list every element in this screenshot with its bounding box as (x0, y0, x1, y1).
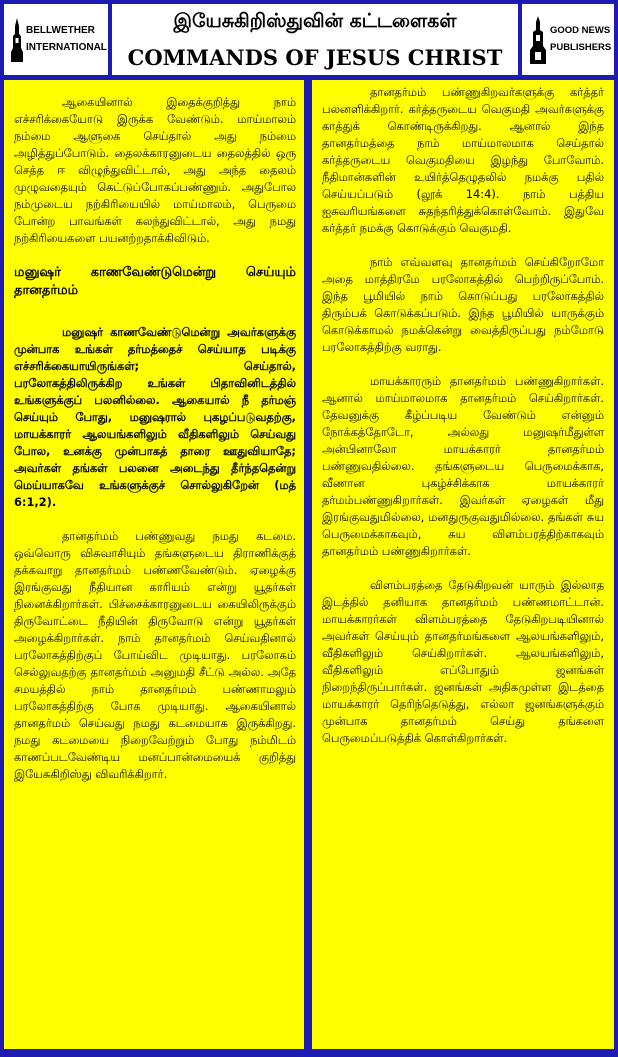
logo-right-line1: GOOD NEWS (550, 25, 611, 36)
left-column (4, 80, 304, 1049)
title-english: COMMANDS OF JESUS CHRIST (127, 45, 503, 70)
right-paragraph-1: தானதர்மம் பண்ணுகிறவர்களுக்கு கர்த்தர் பலனளிக்கிறார். கர்த்தருடைய வெகுமதி அவர்களுக்கு காத்துக் கொண்டிருக்கிறது. ஆனால் இந்த தானதர்மத்தை நாம் மாய்மாலமாக செய்தால் கர்த்தருடைய வெகுமதியை இழந்து போவோம். நீதிமான்களின் உயிர்த்தெழுதலில் நமக்கு பதில் செய்யப்படும் (லூக் 14:4). நாம் பத்திய ஐசுவரியங்களை சுதந்தரித்துக்கொள்வோம். இதுவே கர்த்தர் நமக்கு கொடுக்கும் வெகுமதி. (322, 85, 604, 235)
left-paragraph-1: ஆகையினால் இதைக்குறித்து நாம் எச்சரிக்கையோடு இருக்க வேண்டும். மாய்மாலம் நம்மை ஆளுகை செய்தால் அது நம்மை அழித்துப்போடும். தைலக்காரனுடைய தைலத்தில் ஒரு செத்த ஈ விழுந்துவிட்டால், அது அந்த தைலம் முழுவதையும் கெட்டுப்போகப்பண்ணும். அதுபோல நம்முடைய நற்கிரியையில் மாய்மாலம், பெருமை போன்ற பாவங்கள் கலந்துவிட்டால், அது நமது நற்கிரியைகளை பயனற்றதாக்கிவிடும். (14, 95, 296, 245)
logo-left-line1: BELLWETHER (26, 25, 95, 36)
left-paragraph-2: தானதர்மம் பண்ணுவது நமது கடமை. ஒவ்வொரு விசுவாசியும் தங்களுடைய திராணிக்குத் தக்கவாறு தானதர்மம் பண்ணவேண்டும். ஏழைக்கு இரங்குவது நீதியான காரியம் என்று யூதர்கள் நினைக்கிறார்கள். பிச்சைக்காரனுடைய கையிலிருக்கும் திருவோட்டை நீதியின் திருவோடு என்று யூதர்கள் அழைக்கிறார்கள். நாம் தானதர்மம் செய்வதினால் பரலோகத்திற்குப் போய்விட முடியாது. பரலோகம் செல்லுவதற்கு தானதர்மம் அனுமதி சீட்டு அல்ல. அதே சமயத்தில் நாம் தானதர்மம் பண்ணாமலும் பரலோகத்திற்கு போக முடியாது. ஆகையினால் தானதர்மம் செய்வது நமது கடமையாக இருக்கிறது. நமது கடமையை நிறைவேற்றும் போது நம்மிடம் காணப்படவேண்டிய மனப்பான்மையைக் குறித்து இயேசுகிறிஸ்து விவரிக்கிறார். (14, 529, 296, 781)
bellwether-logo (4, 4, 108, 75)
right-paragraph-3: மாயக்காரரும் தானதர்மம் பண்ணுகிறார்கள். ஆனால் மாய்மாலமாக தானதர்மம் செய்கிறார்கள். தேவனுக்கு கீழ்ப்படிய வேண்டும் என்னும் நோக்கத்தோடோ, அல்லது மனுஷர்மீதுள்ள அன்பினாலோ மாயக்காரர் தானதர்மம் பண்ணுவதில்லை. தங்களுடைய பெருமைக்காக, வீணான புகழ்ச்சிக்காக மாயக்காரர் தர்மம்பண்ணுகிறார்கள். இவர்கள் ஏழைகள் மீது இரங்குவதுமில்லை, மனதுருகுவதுமில்லை. தங்கள் சுய பெருமைக்காகவும், சுய விளம்பரத்திற்காகவும் தானதர்மம் பண்ணுகிறார்கள். (322, 374, 604, 558)
title-tamil: இயேசுகிறிஸ்துவின் கட்டளைகள் (173, 10, 457, 32)
tower-icon (528, 16, 548, 64)
tower-icon (10, 18, 24, 62)
section-heading: மனுஷர் காணவேண்டுமென்று செய்யும் தானதர்மம் (14, 265, 296, 298)
right-paragraph-2: நாம் எவ்வளவு தானதர்மம் செய்கிறோமோ அதை மாத்திரமே பரலோகத்தில் பெற்றிருப்போம். இந்த பூமியில் நாம் கொடுப்பது பரலோகத்தில் திரும்பக் கொடுக்கப்படும். இந்த பூமியில் யாருக்கும் கொடுக்காமல் நமக்கென்று வைத்திருப்பது நம்மோடு பரலோகத்திற்கு வராது. (322, 255, 604, 354)
title-box (112, 4, 518, 75)
logo-left-line2: INTERNATIONAL (26, 42, 107, 53)
logo-right-line2: PUBLISHERS (550, 42, 612, 53)
good-news-logo (522, 4, 614, 75)
right-column (312, 80, 614, 1049)
scripture-quote: மனுஷர் காணவேண்டுமென்று அவர்களுக்கு முன்பாக உங்கள் தர்மத்தைச் செய்யாத படிக்கு எச்சரிக்கையாயிருங்கள்; செய்தால், பரலோகத்திலிருக்கிற உங்கள் பிதாவினிடத்தில் உங்களுக்குப் பலனில்லை. ஆகையால் நீ தர்மஞ் செய்யும் போது, மனுஷரால் புகழப்படுவதற்கு, மாயக்காரர் ஆலயங்களிலும் வீதிகளிலும் செய்வது போல, உனக்கு முன்பாகத் தாரை ஊதுவியாதே; அவர்கள் தங்கள் பலனை அடைந்து தீர்ந்ததென்று மெய்யாகவே உங்களுக்குச் சொல்லுகிறேன் (மத் 6:1,2). (14, 325, 296, 509)
right-paragraph-4: விளம்பரத்தை தேடுகிறவன் யாரும் இல்லாத இடத்தில் தனியாக தானதர்மம் பண்ணமாட்டான். மாயக்காரர்கள் விளம்பரத்தை தேடுகிறபடியினால் அவர்கள் செய்யும் தானதர்மங்களை ஆலயங்களிலும், வீதிகளிலும் செய்கிறார்கள். ஆலயங்களிலும், வீதிகளிலும் எப்போதும் ஜனங்கள் நிறைந்திருப்பார்கள். ஜனங்கள் அதிகமுள்ள இடத்தை மாயக்காரர் தெரிந்தெடுத்து, எல்லா ஜனங்களுக்கும் முன்பாக தானதர்மம் செய்து தங்களை பெருமைப்படுத்திக் கொள்கிறார்கள். (322, 578, 604, 745)
